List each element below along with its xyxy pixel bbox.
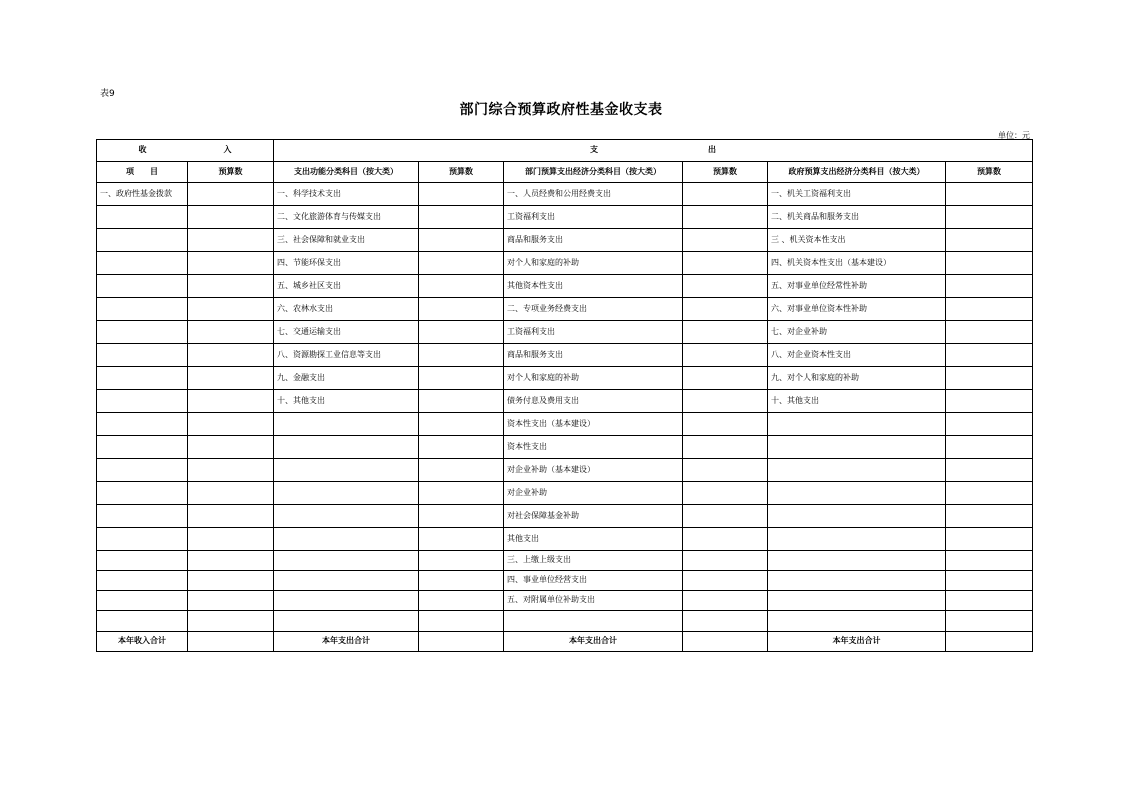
income-amount-cell <box>188 275 274 298</box>
unit-label: 单位：元 <box>998 131 1030 140</box>
dept-econ-amount-cell <box>683 229 768 252</box>
function-item-cell <box>274 528 419 551</box>
gov-econ-item-cell <box>768 436 946 459</box>
function-amount-cell <box>419 275 504 298</box>
dept-econ-item-cell: 资本性支出（基本建设） <box>504 413 683 436</box>
function-item-cell: 六、农林水支出 <box>274 298 419 321</box>
expense-header-right: 出 <box>708 145 717 155</box>
column-header: 预算数 <box>683 162 768 183</box>
function-item-cell: 四、节能环保支出 <box>274 252 419 275</box>
income-amount-cell <box>188 298 274 321</box>
gov-econ-amount-cell <box>946 275 1033 298</box>
dept-econ-item-cell: 对个人和家庭的补助 <box>504 252 683 275</box>
gov-econ-amount-cell <box>946 367 1033 390</box>
gov-econ-amount-cell <box>946 298 1033 321</box>
gov-econ-amount-cell <box>946 436 1033 459</box>
income-item-cell <box>97 611 188 632</box>
income-item-cell <box>97 505 188 528</box>
gov-econ-amount-cell <box>946 528 1033 551</box>
gov-econ-amount-cell <box>946 482 1033 505</box>
dept-econ-amount-cell <box>683 206 768 229</box>
gov-econ-item-cell: 四、机关资本性支出（基本建设） <box>768 252 946 275</box>
gov-econ-item-cell: 一、机关工资福利支出 <box>768 183 946 206</box>
function-item-cell: 九、金融支出 <box>274 367 419 390</box>
gov-econ-amount-cell <box>946 344 1033 367</box>
function-amount-cell <box>419 591 504 611</box>
gov-econ-item-cell <box>768 459 946 482</box>
income-amount-cell <box>188 459 274 482</box>
function-amount-cell <box>419 298 504 321</box>
income-item-cell <box>97 459 188 482</box>
dept-econ-item-cell: 债务付息及费用支出 <box>504 390 683 413</box>
dept-econ-item-cell: 对企业补助（基本建设） <box>504 459 683 482</box>
gov-econ-amount-cell <box>946 611 1033 632</box>
gov-econ-item-cell <box>768 571 946 591</box>
income-amount-cell <box>188 229 274 252</box>
dept-econ-amount-cell <box>683 528 768 551</box>
dept-econ-amount-cell <box>683 436 768 459</box>
gov-econ-amount-cell <box>946 505 1033 528</box>
function-item-cell <box>274 571 419 591</box>
function-item-cell <box>274 551 419 571</box>
dept-econ-item-cell: 对社会保障基金补助 <box>504 505 683 528</box>
income-amount-cell <box>188 591 274 611</box>
function-amount-cell <box>419 344 504 367</box>
gov-econ-amount-cell <box>946 551 1033 571</box>
table-row <box>97 344 1033 367</box>
income-amount-cell <box>188 321 274 344</box>
gov-econ-item-cell: 十、其他支出 <box>768 390 946 413</box>
income-amount-cell <box>188 252 274 275</box>
dept-econ-amount-cell <box>683 367 768 390</box>
function-amount-cell <box>419 367 504 390</box>
income-item-cell <box>97 229 188 252</box>
dept-econ-amount-cell <box>683 611 768 632</box>
function-item-cell: 十、其他支出 <box>274 390 419 413</box>
dept-econ-amount-cell <box>683 275 768 298</box>
column-header: 预算数 <box>946 162 1033 183</box>
gov-econ-item-cell <box>768 551 946 571</box>
dept-econ-item-cell: 商品和服务支出 <box>504 229 683 252</box>
function-total-amount <box>419 632 504 652</box>
table-row <box>97 482 1033 505</box>
gov-econ-amount-cell <box>946 413 1033 436</box>
function-amount-cell <box>419 436 504 459</box>
function-total-label: 本年支出合计 <box>274 632 419 652</box>
function-item-cell <box>274 413 419 436</box>
income-header <box>97 140 274 162</box>
table-row <box>97 367 1033 390</box>
function-amount-cell <box>419 505 504 528</box>
gov-econ-item-cell <box>768 482 946 505</box>
dept-econ-amount-cell <box>683 459 768 482</box>
gov-econ-amount-cell <box>946 571 1033 591</box>
document-title: 部门综合预算政府性基金收支表 <box>459 102 663 118</box>
dept-econ-amount-cell <box>683 298 768 321</box>
table-number: 表9 <box>100 89 115 99</box>
dept-econ-item-cell: 商品和服务支出 <box>504 344 683 367</box>
function-item-cell <box>274 505 419 528</box>
dept-econ-item-cell: 五、对附属单位补助支出 <box>504 591 683 611</box>
gov-econ-amount-cell <box>946 252 1033 275</box>
table-row <box>97 298 1033 321</box>
column-header: 项 目 <box>97 162 188 183</box>
dept-econ-amount-cell <box>683 344 768 367</box>
dept-econ-amount-cell <box>683 505 768 528</box>
dept-econ-item-cell <box>504 611 683 632</box>
dept-econ-item-cell: 工资福利支出 <box>504 321 683 344</box>
gov-econ-amount-cell <box>946 206 1033 229</box>
gov-econ-item-cell: 三 、机关资本性支出 <box>768 229 946 252</box>
income-item-cell <box>97 252 188 275</box>
income-item-cell <box>97 591 188 611</box>
function-amount-cell <box>419 206 504 229</box>
dept-econ-amount-cell <box>683 390 768 413</box>
income-item-cell: 一、政府性基金拨款 <box>97 183 188 206</box>
table-row <box>97 275 1033 298</box>
function-amount-cell <box>419 321 504 344</box>
table-row <box>97 611 1033 632</box>
gov-econ-item-cell: 七、对企业补助 <box>768 321 946 344</box>
income-item-cell <box>97 436 188 459</box>
gov-econ-amount-cell <box>946 321 1033 344</box>
income-amount-cell <box>188 413 274 436</box>
header-row-columns <box>97 162 1033 183</box>
income-item-cell <box>97 206 188 229</box>
gov-econ-amount-cell <box>946 390 1033 413</box>
income-amount-cell <box>188 344 274 367</box>
income-amount-cell <box>188 482 274 505</box>
function-amount-cell <box>419 229 504 252</box>
dept-econ-amount-cell <box>683 551 768 571</box>
gov-econ-amount-cell <box>946 459 1033 482</box>
income-amount-cell <box>188 183 274 206</box>
table-row <box>97 321 1033 344</box>
expense-header-left: 支 <box>590 145 599 155</box>
table-row <box>97 229 1033 252</box>
table-row <box>97 390 1033 413</box>
dept-total-label: 本年支出合计 <box>504 632 683 652</box>
income-item-cell <box>97 413 188 436</box>
gov-econ-amount-cell <box>946 229 1033 252</box>
table-row <box>97 206 1033 229</box>
income-item-cell <box>97 344 188 367</box>
gov-econ-item-cell <box>768 505 946 528</box>
income-amount-cell <box>188 505 274 528</box>
income-header-right: 入 <box>223 145 232 155</box>
gov-econ-amount-cell <box>946 183 1033 206</box>
gov-econ-item-cell: 二、机关商品和服务支出 <box>768 206 946 229</box>
budget-table <box>96 139 1033 652</box>
dept-econ-item-cell: 其他资本性支出 <box>504 275 683 298</box>
function-item-cell: 八、资源勘探工业信息等支出 <box>274 344 419 367</box>
income-amount-cell <box>188 436 274 459</box>
function-amount-cell <box>419 183 504 206</box>
column-header: 支出功能分类科目（按大类） <box>274 162 419 183</box>
table-row <box>97 505 1033 528</box>
function-item-cell <box>274 436 419 459</box>
function-amount-cell <box>419 611 504 632</box>
income-header-left: 收 <box>138 145 147 155</box>
income-amount-cell <box>188 206 274 229</box>
gov-econ-item-cell <box>768 413 946 436</box>
gov-econ-item-cell <box>768 528 946 551</box>
dept-econ-item-cell: 三、上缴上级支出 <box>504 551 683 571</box>
income-amount-cell <box>188 571 274 591</box>
gov-econ-item-cell: 六、对事业单位资本性补助 <box>768 298 946 321</box>
function-amount-cell <box>419 528 504 551</box>
income-item-cell <box>97 275 188 298</box>
dept-econ-item-cell: 资本性支出 <box>504 436 683 459</box>
function-amount-cell <box>419 390 504 413</box>
gov-total-amount <box>946 632 1033 652</box>
dept-econ-amount-cell <box>683 183 768 206</box>
function-amount-cell <box>419 551 504 571</box>
function-amount-cell <box>419 252 504 275</box>
income-item-cell <box>97 321 188 344</box>
gov-econ-item-cell <box>768 611 946 632</box>
dept-econ-item-cell: 四、事业单位经营支出 <box>504 571 683 591</box>
function-item-cell <box>274 591 419 611</box>
income-amount-cell <box>188 367 274 390</box>
function-item-cell: 七、交通运输支出 <box>274 321 419 344</box>
table-row <box>97 528 1033 551</box>
gov-econ-item-cell: 五、对事业单位经常性补助 <box>768 275 946 298</box>
table-row <box>97 571 1033 591</box>
income-amount-cell <box>188 551 274 571</box>
gov-total-label: 本年支出合计 <box>768 632 946 652</box>
income-total-amount <box>188 632 274 652</box>
income-item-cell <box>97 571 188 591</box>
column-header: 预算数 <box>188 162 274 183</box>
income-item-cell <box>97 298 188 321</box>
table-row <box>97 551 1033 571</box>
function-item-cell: 一、科学技术支出 <box>274 183 419 206</box>
function-item-cell: 五、城乡社区支出 <box>274 275 419 298</box>
income-total-label: 本年收入合计 <box>97 632 188 652</box>
income-item-cell <box>97 367 188 390</box>
function-amount-cell <box>419 571 504 591</box>
income-item-cell <box>97 528 188 551</box>
function-item-cell <box>274 611 419 632</box>
dept-econ-amount-cell <box>683 252 768 275</box>
gov-econ-amount-cell <box>946 591 1033 611</box>
gov-econ-item-cell: 九、对个人和家庭的补助 <box>768 367 946 390</box>
gov-econ-item-cell <box>768 591 946 611</box>
header-row-group <box>97 140 1033 162</box>
function-item-cell <box>274 482 419 505</box>
function-item-cell <box>274 459 419 482</box>
dept-econ-item-cell: 工资福利支出 <box>504 206 683 229</box>
income-item-cell <box>97 482 188 505</box>
expense-header <box>274 140 1033 162</box>
gov-econ-item-cell: 八、对企业资本性支出 <box>768 344 946 367</box>
column-header: 政府预算支出经济分类科目（按大类） <box>768 162 946 183</box>
dept-econ-amount-cell <box>683 591 768 611</box>
table-row <box>97 413 1033 436</box>
income-item-cell <box>97 551 188 571</box>
dept-econ-amount-cell <box>683 571 768 591</box>
column-header: 部门预算支出经济分类科目（按大类） <box>504 162 683 183</box>
income-item-cell <box>97 390 188 413</box>
income-amount-cell <box>188 390 274 413</box>
function-item-cell: 二、文化旅游体育与传媒支出 <box>274 206 419 229</box>
income-amount-cell <box>188 528 274 551</box>
table-row <box>97 252 1033 275</box>
income-amount-cell <box>188 611 274 632</box>
dept-econ-item-cell: 一、人员经费和公用经费支出 <box>504 183 683 206</box>
dept-econ-item-cell: 其他支出 <box>504 528 683 551</box>
dept-econ-item-cell: 对个人和家庭的补助 <box>504 367 683 390</box>
table-row <box>97 183 1033 206</box>
dept-econ-item-cell: 二、专项业务经费支出 <box>504 298 683 321</box>
dept-econ-item-cell: 对企业补助 <box>504 482 683 505</box>
function-amount-cell <box>419 482 504 505</box>
function-amount-cell <box>419 413 504 436</box>
dept-econ-amount-cell <box>683 482 768 505</box>
function-amount-cell <box>419 459 504 482</box>
dept-total-amount <box>683 632 768 652</box>
dept-econ-amount-cell <box>683 321 768 344</box>
totals-row <box>97 632 1033 652</box>
function-item-cell: 三、社会保障和就业支出 <box>274 229 419 252</box>
dept-econ-amount-cell <box>683 413 768 436</box>
table-row <box>97 436 1033 459</box>
table-row <box>97 591 1033 611</box>
table-row <box>97 459 1033 482</box>
column-header: 预算数 <box>419 162 504 183</box>
